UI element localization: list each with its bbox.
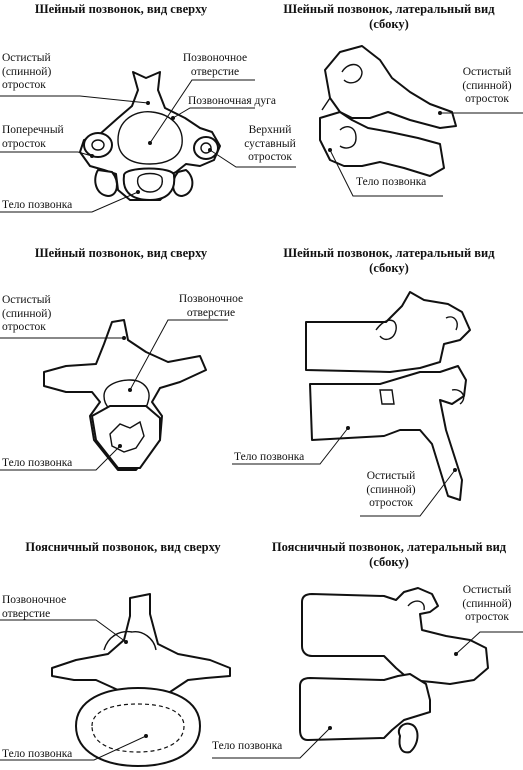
vertebral-body-label: Тело позвонка — [234, 451, 305, 463]
panel-title: Шейный позвонок, вид сверху — [34, 246, 208, 260]
panel-title: Поясничный позвонок, вид сверху — [25, 540, 221, 554]
cervical-top-view-2-drawing — [0, 320, 228, 470]
vertebral-body-label: Тело позвонка — [212, 740, 283, 752]
cervical-lateral-view-2-drawing — [232, 292, 470, 516]
vertebral-foramen-label: Позвоночное отверстие — [2, 594, 67, 620]
spinous-process-label: Остистый (спинной) отросток — [462, 584, 512, 623]
panel-title: Шейный позвонок, латеральный вид (сбоку) — [283, 2, 495, 31]
spinous-process-label: Остистый (спинной) отросток — [2, 294, 52, 333]
vertebral-body-label: Тело позвонка — [356, 176, 427, 188]
panel-title: Шейный позвонок, латеральный вид (сбоку) — [283, 246, 495, 275]
panel-title: Поясничный позвонок, латеральный вид (сбоку) — [271, 540, 507, 569]
panel-title: Шейный позвонок, вид сверху — [34, 2, 208, 16]
spinous-process-label: Остистый (спинной) отросток — [366, 470, 416, 509]
vertebral-arch-label: Позвоночная дуга — [188, 95, 276, 107]
vertebral-body-label: Тело позвонка — [2, 457, 73, 469]
transverse-process-label: Поперечный отросток — [2, 124, 64, 150]
spinous-process-label: Остистый (спинной) отросток — [2, 52, 52, 91]
vertebral-foramen-label: Позвоночное отверстие — [178, 293, 244, 319]
vertebral-body-label: Тело позвонка — [2, 199, 73, 211]
superior-articular-process-label: Верхний суставный отросток — [244, 124, 296, 163]
vertebral-body-label: Тело позвонка — [2, 748, 73, 760]
vertebral-foramen-label: Позвоночное отверстие — [182, 52, 248, 78]
spinous-process-label: Остистый (спинной) отросток — [462, 66, 512, 105]
